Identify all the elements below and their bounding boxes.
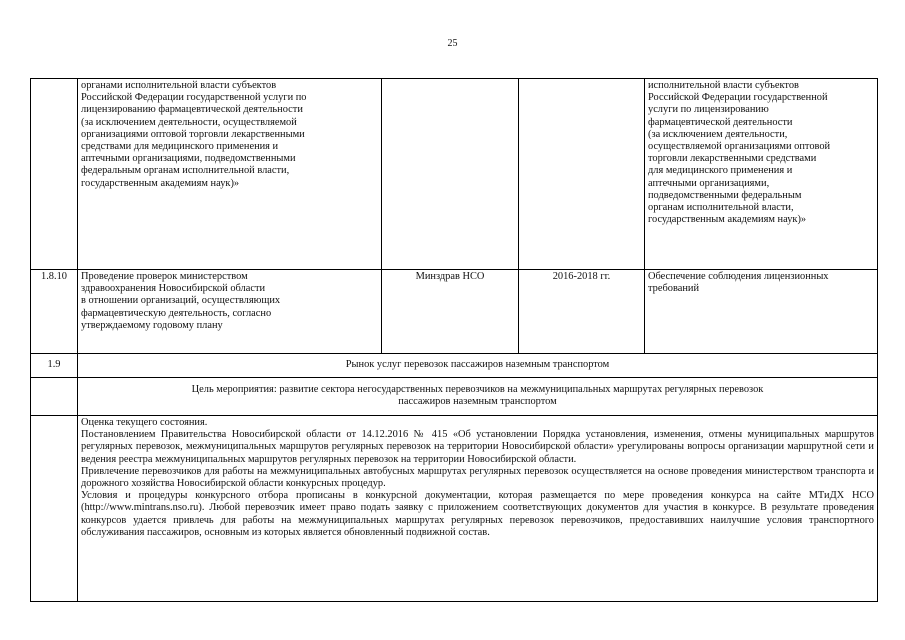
cell-executor-empty: [382, 79, 519, 270]
table-row-continuation: [31, 79, 878, 270]
cell-period-empty: [519, 79, 645, 270]
cell-result: Обеспечение соблюдения лицензионных требований: [645, 270, 878, 354]
cell-number: 1.8.10: [31, 270, 78, 354]
cell-number: 1.9: [31, 354, 78, 378]
table-row-1-9: [31, 354, 878, 378]
cell-number-empty: [31, 378, 78, 416]
table-row-assessment: [31, 416, 878, 602]
assessment-heading: Оценка текущего состояния.: [81, 417, 208, 428]
table-row-goal: [31, 378, 878, 416]
assessment-paragraph: Привлечение перевозчиков для работы на межмуниципальных автобусных маршрутах регулярных перевозок осуществляется на основе проведения министерством транспорта и дорожного хозяйства Новосибирской области конкурсных процедур.: [81, 465, 874, 490]
assessment-paragraph: Условия и процедуры конкурсного отбора прописаны в конкурсной документации, которая размещается по мере проведения конкурса на сайте МТиДХ НСО (http://www.mintrans.nso.ru). Любой перевозчик имеет право подать заявку с приложением соответствующих документов для участия в конкурсе. В результате проведения конкурсов удается привлечь для работы на межмуниципальных маршрутах регулярных перевозок перевозчиков, предоставивших наилучшие условия транспортного обслуживания пассажиров, основным из которых является обновленный подвижной состав.: [81, 490, 874, 538]
cell-description: органами исполнительной власти субъектов Российской Федерации государственной услуги по лицензированию фармацевтической деятельности (за исключением деятельности, осуществляемой организациями оптовой торговли лекарственными средствами для медицинского применения и аптечными организациями, подведомственными федеральным органам исполнительной власти, государственным академиям наук)»: [78, 79, 382, 270]
cell-result: исполнительной власти субъектов Российской Федерации государственной услуги по лицензированию фармацевтической деятельности (за исключением деятельности, осуществляемой организациями оптовой торговли лекарственными средствами для медицинского применения и аптечными организациями, подведомственными федеральным органам исполнительной власти, государственным академиям наук)»: [645, 79, 878, 270]
assessment-paragraph: Постановлением Правительства Новосибирской области от 14.12.2016 № 415 «Об установлении Порядка установления, изменения, отмены муниципальных маршрутов регулярных перевозок, межмуниципальных маршрутов регулярных перевозок на территории Новосибирской области» урегулированы вопросы организации маршрутной сети и ведения реестра межмуниципальных маршрутов регулярных перевозок на территории Новосибирской области.: [81, 429, 874, 465]
assessment-text: [78, 416, 878, 602]
cell-number-empty: [31, 79, 78, 270]
table-row-1-8-10: [31, 270, 878, 354]
cell-description: Проведение проверок министерством здравоохранения Новосибирской области в отношении организаций, осуществляющих фармацевтическую деятельность, согласно утверждаемому годовому плану: [78, 270, 382, 354]
cell-period: 2016-2018 гг.: [519, 270, 645, 354]
goal-text: Цель мероприятия: развитие сектора негосударственных перевозчиков на межмуниципальных маршрутах регулярных перевозок пассажиров наземным транспортом: [78, 378, 878, 416]
cell-executor: Минздрав НСО: [382, 270, 519, 354]
measures-table: [30, 78, 878, 602]
section-title: Рынок услуг перевозок пассажиров наземным транспортом: [78, 354, 878, 378]
page-number: 25: [447, 38, 458, 49]
cell-number-empty: [31, 416, 78, 602]
